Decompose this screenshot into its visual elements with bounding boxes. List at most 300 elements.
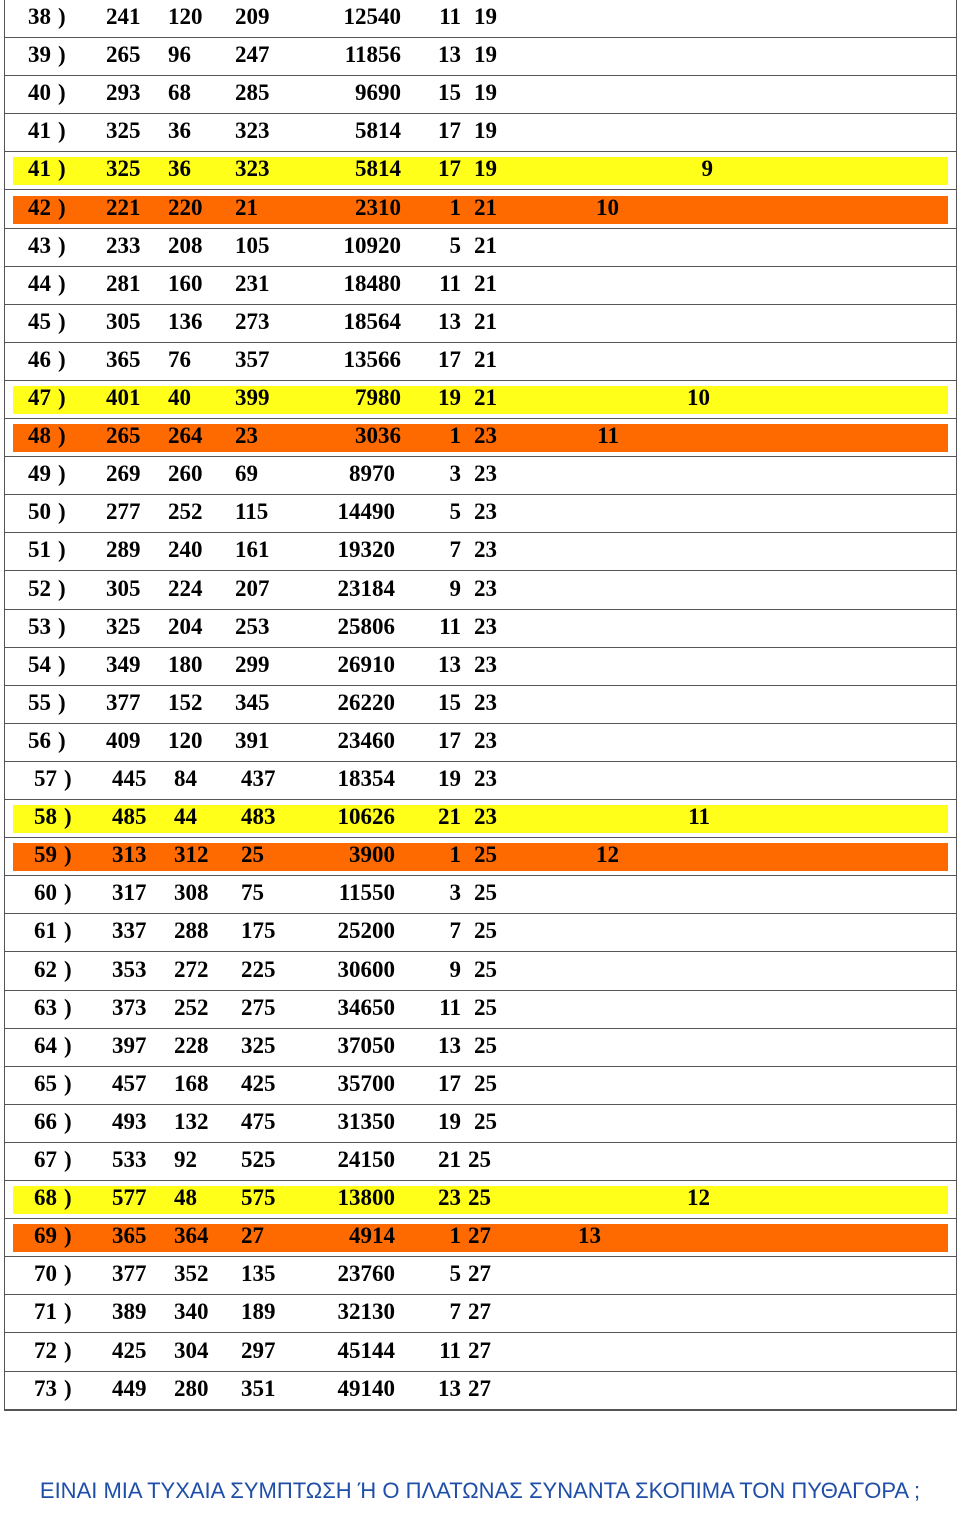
value-area: 19320 [337,537,395,563]
value-m: 5 [449,1261,461,1287]
value-area: 7980 [355,385,401,410]
value-n: 21 [474,385,497,410]
value-b: 136 [168,308,203,334]
table-row [5,229,956,267]
row-number: 58 [34,804,57,830]
value-m: 7 [449,537,461,563]
value-m: 13 [438,651,461,677]
value-a: 281 [106,270,141,296]
table-row [5,762,956,800]
value-b: 36 [168,156,191,182]
value-a: 337 [112,918,147,944]
value-c: 575 [241,1185,276,1211]
row-paren: ) [64,1147,72,1172]
row-paren: ) [58,270,66,296]
triples-table [4,0,957,1411]
value-c: 391 [235,727,270,753]
table-row [5,419,956,457]
table-row [5,914,956,952]
value-c: 297 [241,1337,276,1363]
table-row [5,572,956,610]
value-a: 305 [106,308,141,334]
value-c: 225 [241,956,276,982]
value-n: 19 [474,118,497,144]
value-b: 260 [168,461,203,487]
value-n: 25 [468,1185,491,1211]
value-m: 5 [449,232,461,258]
table-row [5,1143,956,1181]
table-row [5,800,956,838]
table-row [5,267,956,305]
row-number: 43 [28,232,51,258]
table-row [5,495,956,533]
row-paren: ) [64,880,72,906]
value-c: 323 [235,118,270,144]
row-number: 67 [34,1147,57,1172]
value-a: 377 [112,1261,147,1287]
value-b: 36 [168,118,191,144]
row-number: 66 [34,1108,57,1134]
value-a: 233 [106,232,141,258]
value-area: 18354 [337,766,395,791]
value-n: 23 [474,537,497,563]
value-b: 204 [168,613,203,639]
table-row [5,191,956,229]
table-row [5,1219,956,1257]
row-number: 46 [28,346,51,372]
value-area: 3036 [355,423,401,449]
value-c: 299 [235,651,270,677]
row-paren: ) [58,118,66,144]
value-a: 389 [112,1299,147,1325]
value-m: 11 [439,613,461,639]
value-a: 493 [112,1108,147,1134]
row-paren: ) [58,194,66,220]
table-row [5,876,956,914]
row-paren: ) [64,956,72,982]
row-number: 53 [28,613,51,639]
value-a: 349 [106,651,141,677]
value-area: 34650 [337,994,395,1020]
row-number: 65 [34,1070,57,1096]
row-paren: ) [58,575,66,601]
value-n: 19 [474,4,497,29]
row-paren: ) [64,1185,72,1211]
value-n: 21 [474,308,497,334]
value-c: 207 [235,575,270,601]
value-n: 23 [474,613,497,639]
value-n: 25 [468,1147,491,1172]
value-n: 23 [474,727,497,753]
value-n: 25 [474,1108,497,1134]
value-n: 25 [474,956,497,982]
table-row [5,1029,956,1067]
value-c: 323 [235,156,270,182]
table-row [5,152,956,190]
table-row [5,305,956,343]
value-m: 5 [449,499,461,525]
row-number: 62 [34,956,57,982]
value-m: 17 [438,346,461,372]
value-n: 27 [468,1337,491,1363]
value-a: 305 [106,575,141,601]
value-area: 45144 [337,1337,395,1363]
value-n: 21 [474,346,497,372]
row-number: 51 [28,537,51,563]
value-n: 23 [474,461,497,487]
value-c: 135 [241,1261,276,1287]
value-a: 373 [112,994,147,1020]
value-n: 23 [474,804,497,830]
row-paren: ) [58,4,66,29]
value-a: 401 [106,385,141,410]
table-row [5,1295,956,1333]
value-area: 13566 [343,346,401,372]
value-m: 17 [438,156,461,182]
value-m: 21 [438,804,461,830]
value-n: 23 [474,575,497,601]
value-c: 25 [241,842,264,868]
row-number: 45 [28,308,51,334]
table-row [5,114,956,152]
value-b: 288 [174,918,209,944]
row-paren: ) [64,1223,72,1249]
value-area: 30600 [337,956,395,982]
value-m: 9 [449,956,461,982]
row-note: 13 [578,1223,601,1249]
value-b: 48 [174,1185,197,1211]
value-a: 577 [112,1185,147,1211]
row-paren: ) [58,727,66,753]
row-number: 41 [28,118,51,144]
value-a: 485 [112,804,147,830]
value-c: 253 [235,613,270,639]
value-area: 37050 [337,1032,395,1058]
row-paren: ) [58,156,66,182]
table-row [5,648,956,686]
value-c: 475 [241,1108,276,1134]
value-a: 269 [106,461,141,487]
value-c: 175 [241,918,276,944]
value-c: 273 [235,308,270,334]
value-n: 25 [474,1070,497,1096]
value-m: 11 [439,994,461,1020]
table-row [5,1105,956,1143]
value-n: 19 [474,156,497,182]
value-n: 21 [474,194,497,220]
value-a: 313 [112,842,147,868]
value-b: 96 [168,42,191,68]
value-area: 32130 [337,1299,395,1325]
row-paren: ) [58,346,66,372]
value-a: 425 [112,1337,147,1363]
value-m: 23 [438,1185,461,1211]
value-c: 231 [235,270,270,296]
value-b: 224 [168,575,203,601]
value-c: 23 [235,423,258,449]
table-row [5,38,956,76]
value-c: 105 [235,232,270,258]
value-b: 152 [168,689,203,715]
value-b: 168 [174,1070,209,1096]
value-a: 533 [112,1147,147,1172]
row-number: 50 [28,499,51,525]
value-a: 265 [106,423,141,449]
row-paren: ) [58,308,66,334]
value-b: 120 [168,4,203,29]
value-m: 3 [449,461,461,487]
row-number: 57 [34,766,57,791]
value-m: 11 [439,4,461,29]
value-a: 277 [106,499,141,525]
value-area: 5814 [355,156,401,182]
value-area: 11550 [338,880,395,906]
row-number: 52 [28,575,51,601]
value-a: 409 [106,727,141,753]
value-m: 1 [449,842,461,868]
row-number: 68 [34,1185,57,1211]
value-a: 457 [112,1070,147,1096]
row-note: 11 [597,423,619,449]
value-b: 340 [174,1299,209,1325]
value-b: 220 [168,194,203,220]
row-paren: ) [64,766,72,791]
value-c: 351 [241,1375,276,1401]
row-number: 40 [28,80,51,106]
value-area: 10920 [343,232,401,258]
value-c: 189 [241,1299,276,1325]
value-c: 69 [235,461,258,487]
value-m: 1 [449,423,461,449]
table-row [5,1334,956,1372]
value-area: 25806 [337,613,395,639]
table-row [5,1181,956,1219]
row-paren: ) [64,1299,72,1325]
row-paren: ) [58,80,66,106]
value-area: 18480 [343,270,401,296]
value-c: 357 [235,346,270,372]
value-n: 25 [474,994,497,1020]
row-paren: ) [64,1261,72,1287]
value-c: 345 [235,689,270,715]
value-m: 13 [438,42,461,68]
value-m: 11 [439,1337,461,1363]
row-number: 59 [34,842,57,868]
row-number: 73 [34,1375,57,1401]
row-paren: ) [64,842,72,868]
row-paren: ) [58,232,66,258]
row-note: 12 [596,842,619,868]
value-area: 35700 [337,1070,395,1096]
row-note: 10 [687,385,710,410]
table-row [5,991,956,1029]
row-note: 10 [596,194,619,220]
value-n: 21 [474,232,497,258]
value-c: 27 [241,1223,264,1249]
value-m: 9 [449,575,461,601]
value-n: 19 [474,80,497,106]
value-m: 19 [438,1108,461,1134]
value-m: 7 [449,1299,461,1325]
value-b: 208 [168,232,203,258]
table-row [5,953,956,991]
value-c: 75 [241,880,264,906]
value-n: 25 [474,880,497,906]
value-b: 40 [168,385,191,410]
value-c: 285 [235,80,270,106]
value-m: 17 [438,118,461,144]
value-n: 23 [474,423,497,449]
value-b: 352 [174,1261,209,1287]
row-paren: ) [64,1337,72,1363]
value-area: 3900 [349,842,395,868]
value-m: 13 [438,308,461,334]
value-area: 23760 [337,1261,395,1287]
value-area: 12540 [343,4,401,29]
value-a: 325 [106,613,141,639]
value-b: 364 [174,1223,209,1249]
row-number: 49 [28,461,51,487]
row-paren: ) [64,1070,72,1096]
value-b: 76 [168,346,191,372]
value-n: 27 [468,1299,491,1325]
row-paren: ) [58,423,66,449]
value-b: 160 [168,270,203,296]
value-c: 21 [235,194,258,220]
value-b: 240 [168,537,203,563]
value-c: 399 [235,385,270,410]
value-a: 397 [112,1032,147,1058]
value-c: 247 [235,42,270,68]
table-row [5,381,956,419]
table-row [5,838,956,876]
value-b: 252 [174,994,209,1020]
value-b: 84 [174,766,197,791]
table-row [5,610,956,648]
value-c: 161 [235,537,270,563]
row-number: 55 [28,689,51,715]
footer-question: ΕΙΝΑΙ ΜΙΑ ΤΥΧΑΙΑ ΣΥΜΠΤΩΣΗ Ή Ο ΠΛΑΤΩΝΑΣ ΣΥΝΑΝΤΑ ΣΚΟΠΙΜΑ ΤΟΝ ΠΥΘΑΓΟΡΑ ; [39,1478,921,1503]
value-area: 26220 [337,689,395,715]
table-row [5,1067,956,1105]
row-note: 12 [687,1185,710,1211]
value-area: 31350 [337,1108,395,1134]
value-area: 2310 [355,194,401,220]
value-m: 7 [449,918,461,944]
value-area: 18564 [343,308,401,334]
value-n: 27 [468,1261,491,1287]
value-n: 25 [474,1032,497,1058]
value-b: 264 [168,423,203,449]
table-row [5,343,956,381]
row-number: 38 [28,4,51,29]
value-n: 27 [468,1375,491,1401]
row-number: 72 [34,1337,57,1363]
value-a: 353 [112,956,147,982]
row-number: 61 [34,918,57,944]
table-row [5,457,956,495]
row-number: 56 [28,727,51,753]
value-n: 25 [474,918,497,944]
value-b: 312 [174,842,209,868]
row-number: 42 [28,194,51,220]
row-number: 47 [28,385,51,410]
value-a: 221 [106,194,141,220]
value-m: 17 [438,727,461,753]
row-number: 64 [34,1032,57,1058]
row-number: 63 [34,994,57,1020]
row-paren: ) [58,613,66,639]
value-m: 13 [438,1375,461,1401]
value-area: 49140 [337,1375,395,1401]
value-b: 272 [174,956,209,982]
value-area: 9690 [355,80,401,106]
value-c: 275 [241,994,276,1020]
value-a: 241 [106,4,141,29]
value-m: 11 [439,270,461,296]
value-area: 13800 [337,1185,395,1211]
value-area: 23460 [337,727,395,753]
table-row [5,76,956,114]
value-c: 325 [241,1032,276,1058]
row-paren: ) [58,651,66,677]
row-paren: ) [58,537,66,563]
value-n: 19 [474,42,497,68]
value-a: 449 [112,1375,147,1401]
value-n: 23 [474,651,497,677]
value-m: 19 [438,385,461,410]
row-number: 44 [28,270,51,296]
value-area: 14490 [337,499,395,525]
table-row [5,533,956,571]
value-area: 24150 [337,1147,395,1172]
row-paren: ) [64,1108,72,1134]
value-a: 365 [112,1223,147,1249]
value-c: 425 [241,1070,276,1096]
row-note: 9 [701,156,713,182]
value-n: 27 [468,1223,491,1249]
value-a: 325 [106,118,141,144]
value-a: 445 [112,766,147,791]
value-a: 289 [106,537,141,563]
value-b: 280 [174,1375,209,1401]
value-a: 265 [106,42,141,68]
value-m: 19 [438,766,461,791]
value-a: 377 [106,689,141,715]
row-paren: ) [64,918,72,944]
row-number: 71 [34,1299,57,1325]
row-paren: ) [58,385,66,410]
value-a: 317 [112,880,147,906]
row-paren: ) [58,42,66,68]
value-n: 23 [474,499,497,525]
value-n: 23 [474,766,497,791]
row-paren: ) [64,994,72,1020]
row-number: 54 [28,651,51,677]
row-number: 48 [28,423,51,449]
value-m: 1 [449,1223,461,1249]
value-m: 15 [438,80,461,106]
value-b: 120 [168,727,203,753]
value-n: 21 [474,270,497,296]
value-area: 23184 [337,575,395,601]
value-c: 437 [241,766,276,791]
table-row [5,686,956,724]
value-area: 5814 [355,118,401,144]
table-row [5,724,956,762]
value-area: 26910 [337,651,395,677]
value-c: 115 [235,499,269,525]
